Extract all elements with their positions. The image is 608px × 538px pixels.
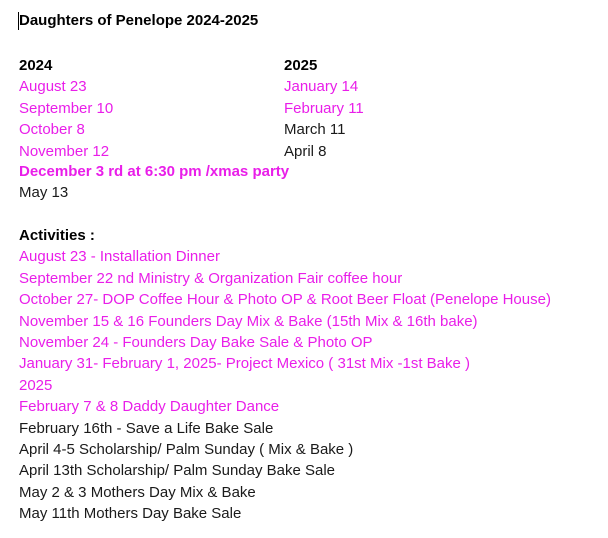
party-block [19, 161, 289, 204]
activities-section [19, 225, 551, 524]
meeting-date: March 11 [284, 121, 346, 139]
activity-item: September 22 nd Ministry & Organization Fair coffee hour [19, 269, 403, 287]
activity-year-label: 2025 [19, 376, 53, 394]
meeting-date: October 8 [19, 121, 85, 139]
meeting-date: August 23 [19, 78, 87, 96]
meetings-2025-column [284, 55, 364, 162]
year-header-2025: 2025 [284, 57, 318, 74]
activity-item: February 16th - Save a Life Bake Sale [19, 419, 274, 437]
activity-item: August 23 - Installation Dinner [19, 248, 220, 266]
document-title: Daughters of Penelope 2024-2025 [19, 12, 259, 29]
meeting-date: November 12 [19, 142, 110, 160]
meeting-date: September 10 [19, 99, 114, 117]
activity-item: April 13th Scholarship/ Palm Sunday Bake Sale [19, 462, 336, 480]
meeting-date: April 8 [284, 142, 327, 160]
meeting-date: January 14 [284, 78, 359, 96]
meetings-2024-column [19, 55, 113, 162]
meeting-date: May 13 [19, 184, 69, 202]
activity-item: October 27- DOP Coffee Hour & Photo OP & Root Beer Float (Penelope House) [19, 291, 551, 309]
activity-item: May 11th Mothers Day Bake Sale [19, 505, 242, 523]
meeting-date: February 11 [284, 99, 364, 117]
activity-item: November 24 - Founders Day Bake Sale & Photo OP [19, 333, 373, 351]
activity-item: November 15 & 16 Founders Day Mix & Bake (15th Mix & 16th bake) [19, 312, 478, 330]
activity-item: May 2 & 3 Mothers Day Mix & Bake [19, 483, 256, 501]
activity-item: April 4-5 Scholarship/ Palm Sunday ( Mix & Bake ) [19, 440, 354, 458]
year-header-2024: 2024 [19, 57, 53, 74]
activities-header: Activities : [19, 227, 95, 244]
xmas-party-line: December 3 rd at 6:30 pm /xmas party [19, 163, 290, 180]
activity-item: February 7 & 8 Daddy Daughter Dance [19, 398, 280, 416]
activity-item: January 31- February 1, 2025- Project Mexico ( 31st Mix -1st Bake ) [19, 355, 471, 373]
